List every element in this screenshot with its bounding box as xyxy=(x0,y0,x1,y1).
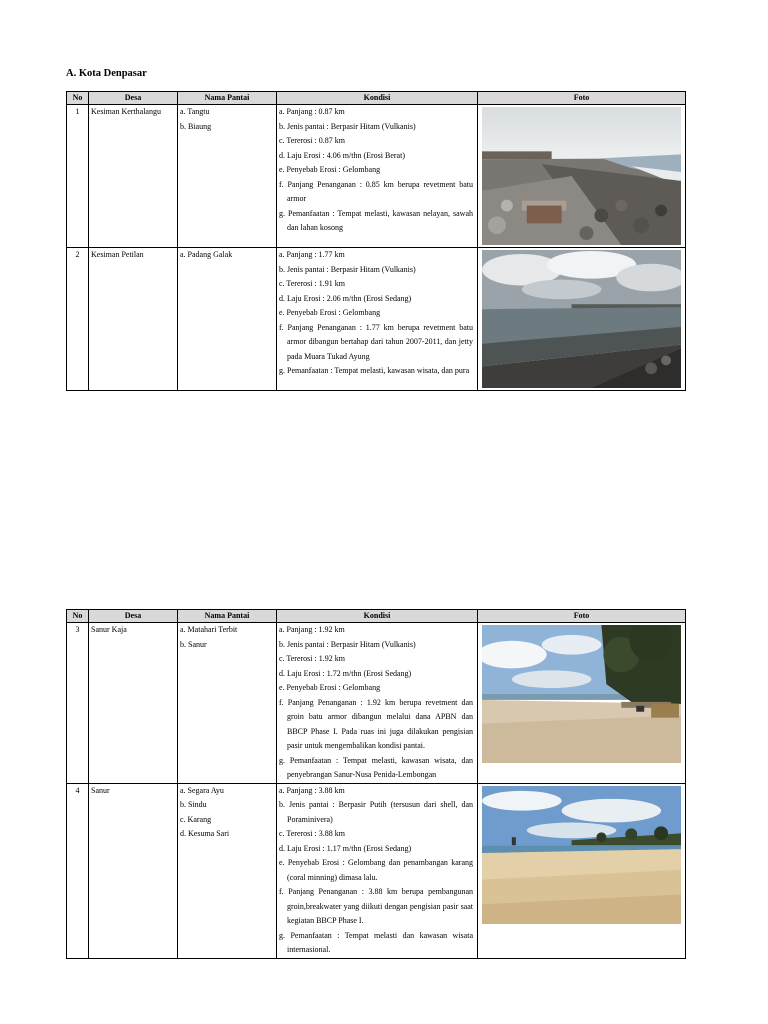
kondisi-item: a. Panjang : 3.88 km xyxy=(279,785,345,795)
row-foto xyxy=(478,248,686,391)
kondisi-item: f. Panjang Penanganan : 1.92 km berupa revetment dan groin batu armor dibangun melalui dana APBN dan BBCP Phase I. Pada ruas ini juga dilakukan pengisian pasir untuk mengembalikan kondisi pantai. xyxy=(279,697,473,750)
table-header-row xyxy=(67,610,686,623)
row-kondisi xyxy=(277,105,478,248)
table-row xyxy=(67,248,686,391)
row-foto xyxy=(478,105,686,248)
row-no: 4 xyxy=(67,783,89,958)
row-kondisi xyxy=(277,623,478,784)
table-header-row xyxy=(67,92,686,105)
kondisi-item: f. Panjang Penanganan : 0.85 km berupa revetment batu armor xyxy=(279,179,473,203)
kondisi-item: d. Laju Erosi : 1.72 m/thn (Erosi Sedang) xyxy=(279,668,412,678)
kondisi-item: c. Tererosi : 3.88 km xyxy=(279,829,345,838)
kondisi-item: c. Tererosi : 0.87 km xyxy=(279,136,345,145)
kondisi-item: d. Laju Erosi : 2.06 m/thn (Erosi Sedang) xyxy=(279,293,412,303)
kondisi-item: a. Panjang : 0.87 km xyxy=(279,107,345,116)
section-title: A. Kota Denpasar xyxy=(66,68,147,79)
kondisi-item: e. Penyebab Erosi : Gelombang dan penambangan karang (coral minning) dimasa lalu. xyxy=(279,858,473,882)
kondisi-item: c. Tererosi : 1.91 km xyxy=(279,279,345,288)
row-desa: Sanur Kaja xyxy=(89,623,178,784)
row-desa: Sanur xyxy=(89,783,178,958)
row-pantai xyxy=(178,623,277,784)
header-kondisi: Kondisi xyxy=(277,610,478,623)
pantai-item: a. Segara Ayu xyxy=(180,785,224,795)
header-kondisi: Kondisi xyxy=(277,92,478,105)
header-desa: Desa xyxy=(89,610,178,623)
kondisi-item: g. Pemanfaatan : Tempat melasti dan kawasan wisata internasional. xyxy=(279,930,473,954)
kondisi-item: a. Panjang : 1.77 km xyxy=(279,250,345,259)
beach-photo-sand-trees xyxy=(482,625,681,763)
kondisi-item: b. Jenis pantai : Berpasir Hitam (Vulkanis) xyxy=(279,121,416,131)
beach-photo-revetment xyxy=(482,107,681,245)
row-desa: Kesiman Petilan xyxy=(89,248,178,391)
kondisi-item: e. Penyebab Erosi : Gelombang xyxy=(279,683,381,692)
kondisi-item: e. Penyebab Erosi : Gelombang xyxy=(279,308,381,317)
kondisi-item: e. Penyebab Erosi : Gelombang xyxy=(279,165,381,174)
row-no: 2 xyxy=(67,248,89,391)
beach-photo-cloudy xyxy=(482,250,681,388)
kondisi-item: c. Tererosi : 1.92 km xyxy=(279,654,345,663)
header-no: No xyxy=(67,92,89,105)
kondisi-item: f. Panjang Penanganan : 3.88 km berupa pembangunan groin,breakwater yang diikuti dengan pengisian pasir saat kegiatan BBCP Phase I. xyxy=(279,887,473,925)
beach-table-2 xyxy=(66,609,686,959)
row-foto xyxy=(478,783,686,958)
kondisi-item: b. Jenis pantai : Berpasir Hitam (Vulkanis) xyxy=(279,639,416,649)
kondisi-item: g. Pemanfaatan : Tempat melasti, kawasan nelayan, sawah dan lahan kosong xyxy=(279,208,473,232)
kondisi-item: b. Jenis pantai : Berpasir Hitam (Vulkanis) xyxy=(279,264,416,274)
kondisi-item: g. Pemanfaatan : Tempat melasti, kawasan wisata, dan penyebrangan Sanur-Nusa Penida-Lembongan xyxy=(279,755,473,779)
pantai-item: b. Sindu xyxy=(180,800,207,809)
row-pantai xyxy=(178,105,277,248)
kondisi-item: a. Panjang : 1.92 km xyxy=(279,625,345,634)
header-nama-pantai: Nama Pantai xyxy=(178,92,277,105)
row-no: 1 xyxy=(67,105,89,248)
beach-table-1 xyxy=(66,91,686,391)
kondisi-item: d. Laju Erosi : 4.06 m/thn (Erosi Berat) xyxy=(279,150,405,160)
beach-photo-white-sand xyxy=(482,786,681,924)
header-foto: Foto xyxy=(478,610,686,623)
kondisi-item: d. Laju Erosi : 1.17 m/thn (Erosi Sedang) xyxy=(279,843,412,853)
header-nama-pantai: Nama Pantai xyxy=(178,610,277,623)
row-desa: Kesiman Kerthalangu xyxy=(89,105,178,248)
table-row xyxy=(67,783,686,958)
pantai-item: b. Sanur xyxy=(180,639,207,649)
row-kondisi xyxy=(277,248,478,391)
row-pantai xyxy=(178,248,277,391)
row-no: 3 xyxy=(67,623,89,784)
kondisi-item: b. Jenis pantai : Berpasir Putih (tersusun dari shell, dan Poraminivera) xyxy=(279,800,473,824)
row-pantai xyxy=(178,783,277,958)
header-foto: Foto xyxy=(478,92,686,105)
pantai-item: a. Padang Galak xyxy=(180,250,233,259)
table-row xyxy=(67,623,686,784)
header-no: No xyxy=(67,610,89,623)
pantai-item: a. Matahari Terbit xyxy=(180,625,238,634)
kondisi-item: f. Panjang Penanganan : 1.77 km berupa revetment batu armor dibangun bertahap dari tahun 2007-2011, dan jetty pada Muara Tukad Ayung xyxy=(279,322,473,361)
pantai-item: d. Kesuma Sari xyxy=(180,829,230,838)
row-foto xyxy=(478,623,686,784)
pantai-item: c. Karang xyxy=(180,814,212,824)
pantai-item: b. Biaung xyxy=(180,121,212,131)
header-desa: Desa xyxy=(89,92,178,105)
pantai-item: a. Tangtu xyxy=(180,107,210,116)
row-kondisi xyxy=(277,783,478,958)
kondisi-item: g. Pemanfaatan : Tempat melasti, kawasan wisata, dan pura xyxy=(279,366,470,375)
table-row xyxy=(67,105,686,248)
